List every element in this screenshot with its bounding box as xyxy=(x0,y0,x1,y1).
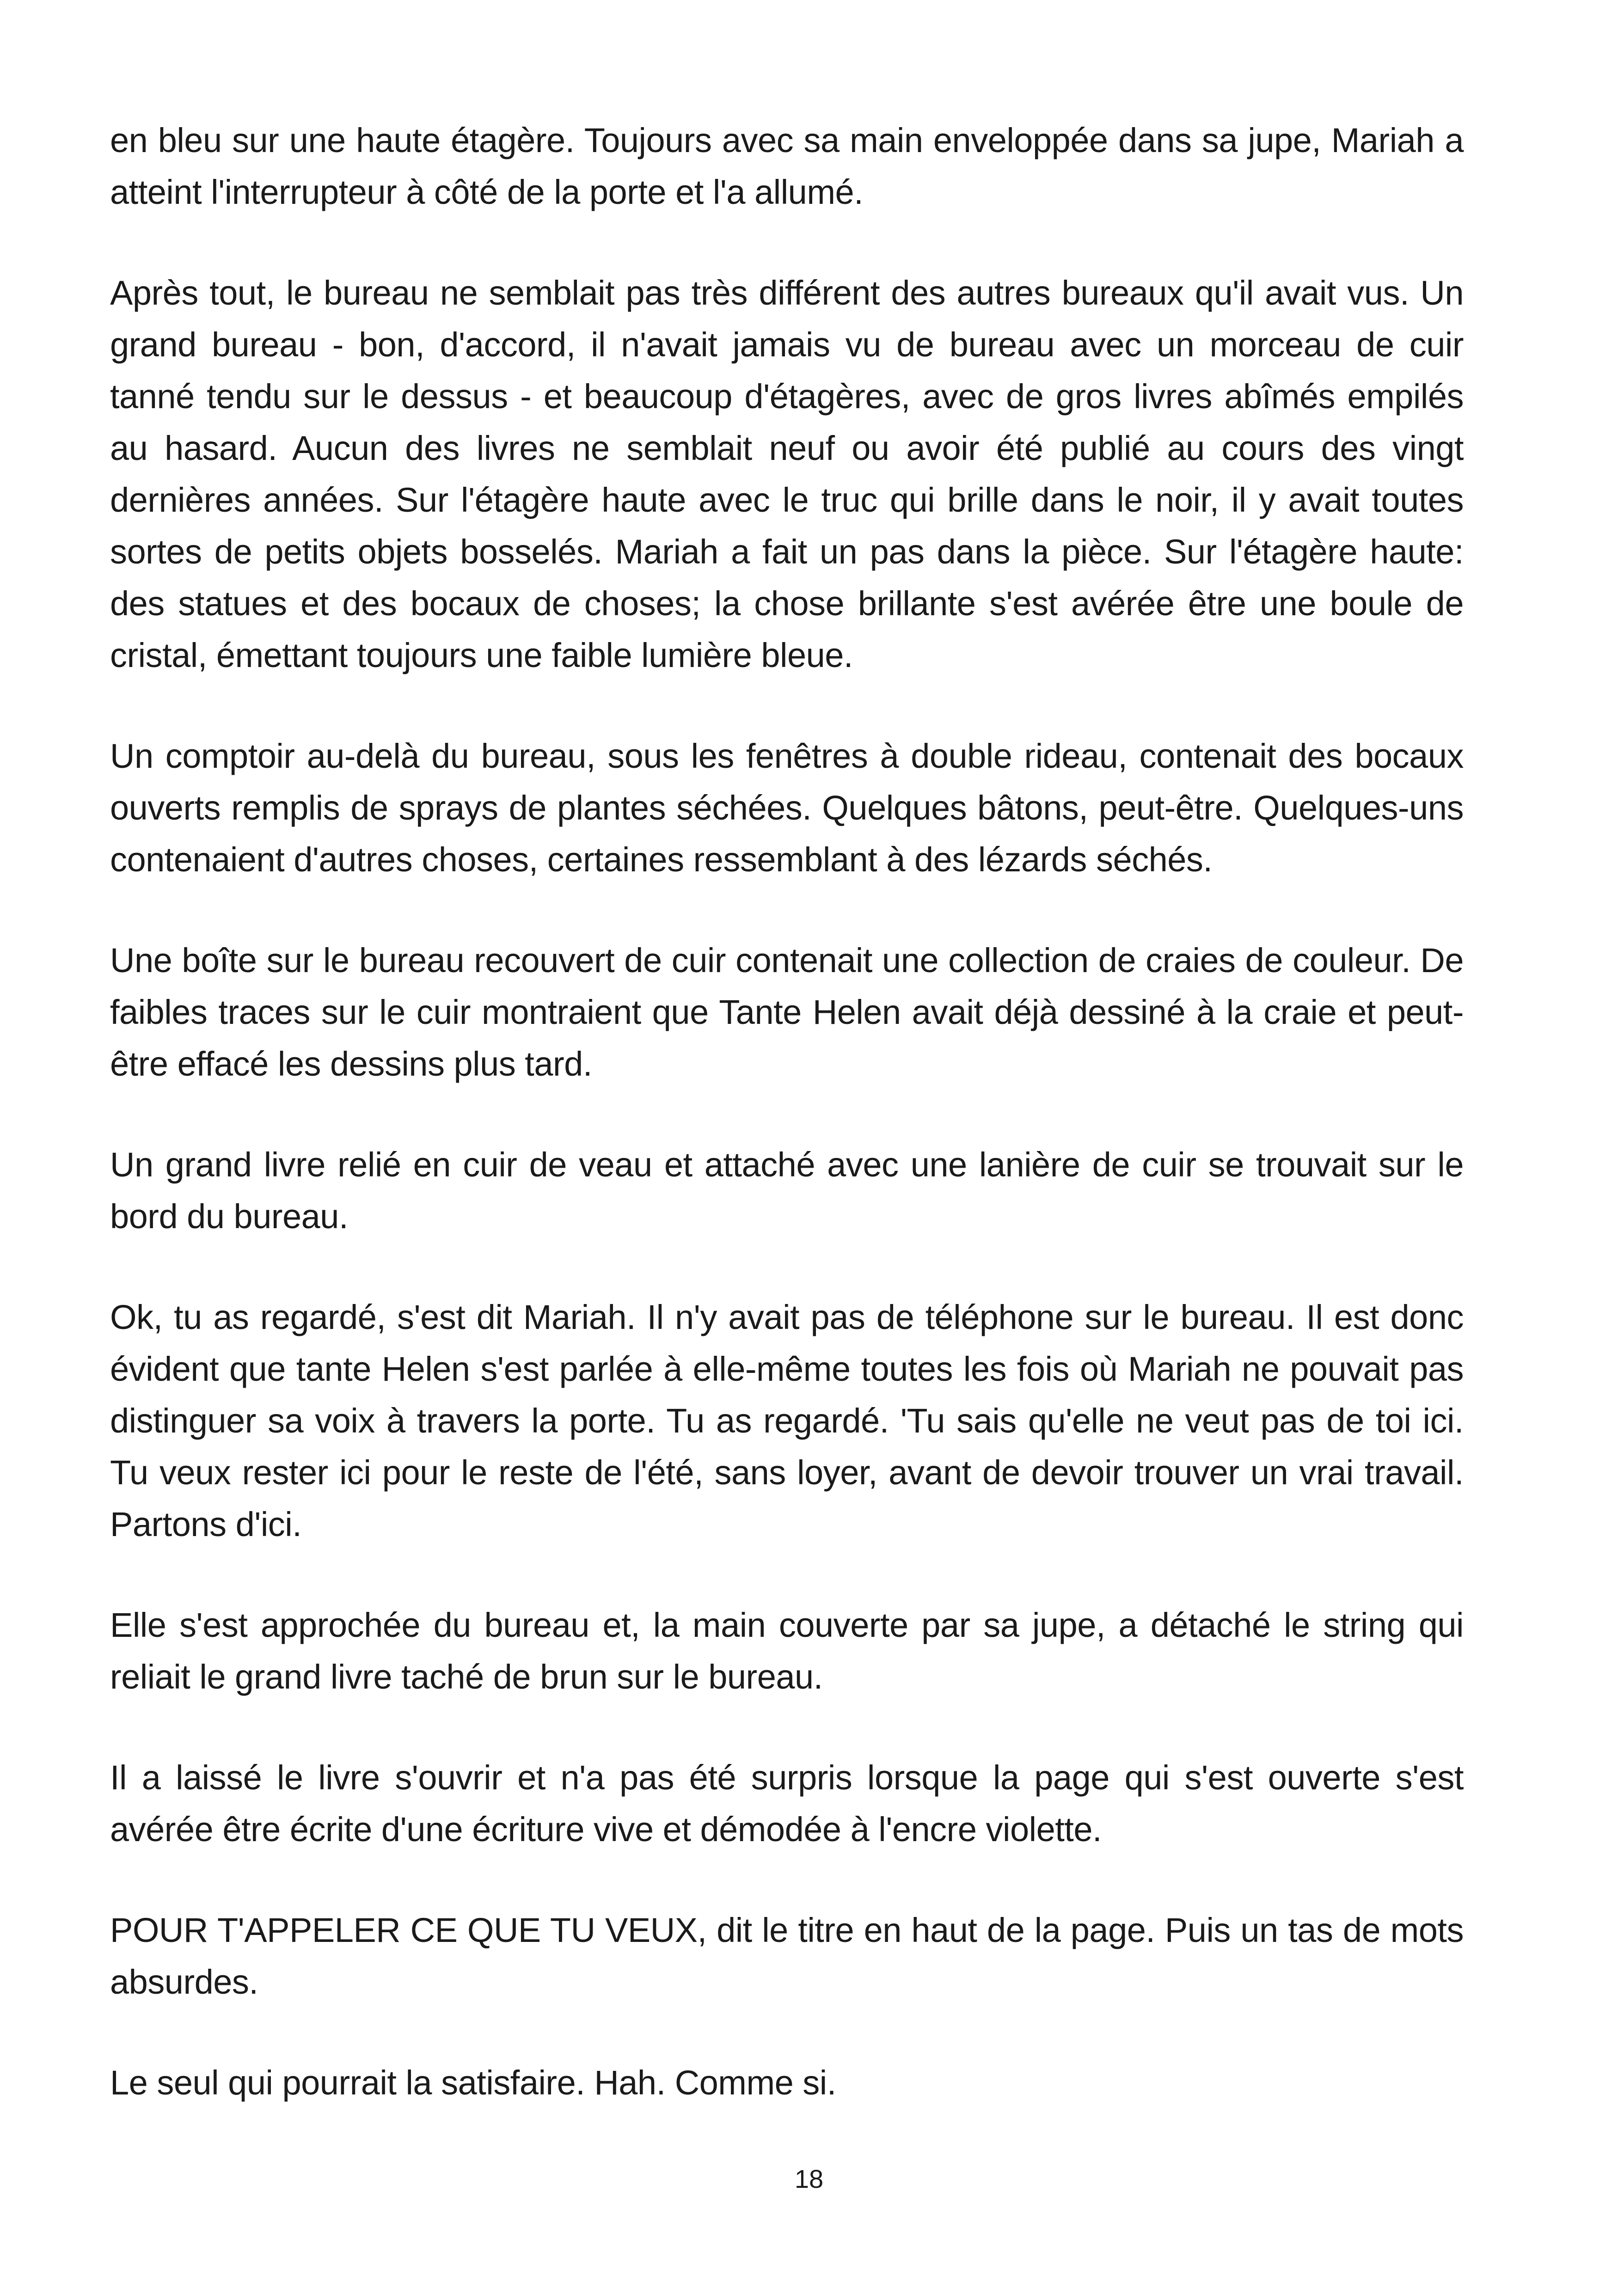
paragraph: en bleu sur une haute étagère. Toujours avec sa main enveloppée dans sa jupe, Mariah a atteint l'interrupteur à côté de la porte et l'a allumé. xyxy=(110,121,1464,211)
paragraph: Il a laissé le livre s'ouvrir et n'a pas été surpris lorsque la page qui s'est ouverte s'est avérée être écrite d'une écriture vive et démodée à l'encre violette. xyxy=(110,1758,1464,1849)
paragraph: Après tout, le bureau ne semblait pas très différent des autres bureaux qu'il avait vus. Un grand bureau - bon, d'accord, il n'avait jamais vu de bureau avec un morceau de cuir tanné tendu sur le dessus - et beaucoup d'étagères, avec de gros livres abîmés empilés au hasard. Aucun des livres ne semblait neuf ou avoir été publié au cours des vingt dernières années. Sur l'étagère haute avec le truc qui brille dans le noir, il y avait toutes sortes de petits objets bosselés. Mariah a fait un pas dans la pièce. Sur l'étagère haute: des statues et des bocaux de choses; la chose brillante s'est avérée être une boule de cristal, émettant toujours une faible lumière bleue. xyxy=(110,274,1464,674)
paragraph: POUR T'APPELER CE QUE TU VEUX, dit le titre en haut de la page. Puis un tas de mots absurdes. xyxy=(110,1911,1464,2001)
paragraph: Un grand livre relié en cuir de veau et attaché avec une lanière de cuir se trouvait sur le bord du bureau. xyxy=(110,1145,1464,1236)
paragraph: Une boîte sur le bureau recouvert de cuir contenait une collection de craies de couleur. De faibles traces sur le cuir montraient que Tante Helen avait déjà dessiné à la craie et peut-être effacé les dessins plus tard. xyxy=(110,941,1464,1083)
body-text xyxy=(110,115,1464,2109)
page-number: 18 xyxy=(794,2164,824,2193)
paragraph: Elle s'est approchée du bureau et, la main couverte par sa jupe, a détaché le string qui reliait le grand livre taché de brun sur le bureau. xyxy=(110,1606,1464,1696)
paragraph: Un comptoir au-delà du bureau, sous les fenêtres à double rideau, contenait des bocaux ouverts remplis de sprays de plantes séchées. Quelques bâtons, peut-être. Quelques-uns contenaient d'autres choses, certaines ressemblant à des lézards séchés. xyxy=(110,737,1464,879)
paragraph: Le seul qui pourrait la satisfaire. Hah. Comme si. xyxy=(110,2063,836,2102)
paragraph: Ok, tu as regardé, s'est dit Mariah. Il n'y avait pas de téléphone sur le bureau. Il est donc évident que tante Helen s'est parlée à elle-même toutes les fois où Mariah ne pouvait pas distinguer sa voix à travers la porte. Tu as regardé. 'Tu sais qu'elle ne veut pas de toi ici. Tu veux rester ici pour le reste de l'été, sans loyer, avant de devoir trouver un vrai travail. Partons d'ici. xyxy=(110,1298,1464,1543)
